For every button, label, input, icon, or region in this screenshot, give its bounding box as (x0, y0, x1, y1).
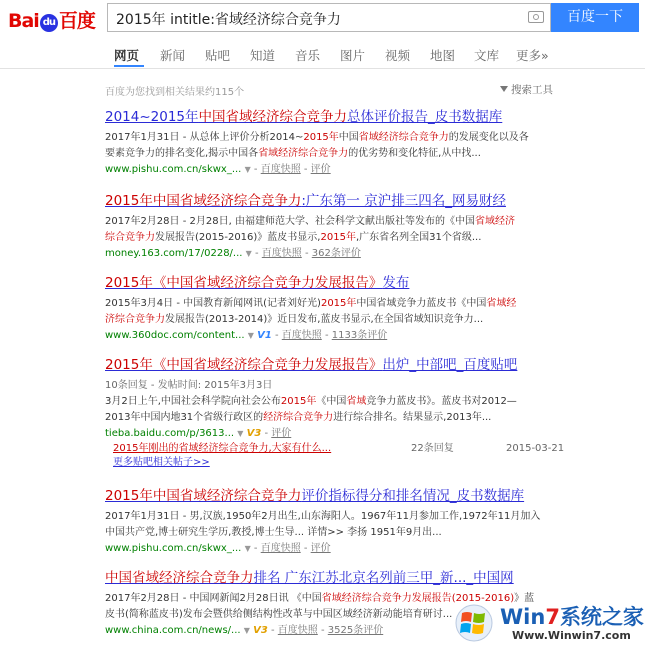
dropdown-arrow-icon[interactable]: ▼ (247, 331, 254, 340)
v1-badge-icon[interactable]: V1 (257, 330, 272, 341)
result-url[interactable]: www.china.com.cn/news/... (105, 625, 241, 636)
result-abstract: 2017年1月31日 - 男,汉族,1950年2月出生,山东海阳人。1967年11月参加工作,1972年11月加入 (105, 511, 541, 522)
search-box[interactable] (107, 3, 551, 32)
v3-badge-icon[interactable]: V3 (246, 428, 262, 439)
result-title[interactable]: 2015年《中国省域经济综合竞争力发展报告》出炉_中部吧_百度贴吧 (105, 357, 518, 373)
result-url-line: www.pishu.com.cn/skwx_... ▼ - 百度快照 - 评价 (105, 164, 331, 175)
active-tab-indicator (114, 65, 144, 67)
tab-images[interactable]: 图片 (340, 48, 366, 63)
logo-rest: 百度 (58, 10, 95, 32)
result-url[interactable]: www.360doc.com/content... (105, 330, 245, 341)
result-url-line: tieba.baidu.com/p/3613... ▼ V3 - 评价 (105, 428, 292, 439)
search-result (105, 108, 565, 178)
site-watermark (452, 597, 645, 651)
result-title[interactable]: 2015年中国省域经济综合竞争力评价指标得分和排名情况_皮书数据库 (105, 488, 525, 504)
tab-video[interactable]: 视频 (385, 48, 411, 63)
nav-tabs (0, 42, 645, 69)
result-meta: 10条回复 - 发帖时间: 2015年3月3日 (105, 380, 273, 391)
search-header (0, 0, 645, 36)
tab-map[interactable]: 地图 (430, 48, 456, 63)
watermark-url: Www.Winwin7.com (512, 629, 631, 642)
sub-post-replies: 22条回复 (411, 443, 454, 454)
result-abstract: 2017年2月28日 - 中国网新闻2月28日讯 《中国省域经济综合竞争力发展报告(2015-2016)》蓝 (105, 593, 535, 604)
dropdown-arrow-icon[interactable]: ▼ (244, 165, 251, 174)
baidu-logo[interactable] (8, 6, 95, 33)
v3-badge-icon[interactable]: V3 (253, 625, 268, 636)
result-url-line: money.163.com/17/0228/... ▼ - 百度快照 - 362条评价 (105, 248, 361, 259)
dropdown-arrow-icon[interactable]: ▼ (244, 544, 251, 553)
windows-logo-icon (452, 603, 496, 643)
sub-post-date: 2015-03-21 (506, 443, 565, 454)
search-result (105, 274, 565, 344)
result-url-line: www.360doc.com/content... ▼ V1 - 百度快照 - 1133条评价 (105, 330, 388, 341)
result-url[interactable]: money.163.com/17/0228/... (105, 248, 243, 259)
result-abstract: 3月2日上午,中国社会科学院向社会公布2015年《中国省域竞争力蓝皮书》。蓝皮书对2012— (105, 396, 517, 407)
result-abstract: 中国共产党,博士研究生学历,教授,博士生导... 详情>> 李扬 1951年9月出... (105, 527, 442, 538)
search-tools-label: 搜索工具 (511, 84, 553, 96)
eval-link[interactable]: 评价 (271, 428, 292, 439)
dropdown-arrow-icon[interactable]: ▼ (237, 429, 244, 438)
comments-link[interactable]: 3525条评价 (327, 625, 384, 636)
tab-wenku[interactable]: 文库 (474, 48, 500, 63)
tab-zhidao[interactable]: 知道 (250, 48, 276, 63)
tab-web[interactable]: 网页 (114, 48, 140, 63)
result-url[interactable]: www.pishu.com.cn/skwx_... (105, 543, 242, 554)
result-abstract: 2015年3月4日 - 中国教育新闻网讯(记者刘好光)2015年中国省域竞争力蓝皮书《中国省域经 (105, 298, 517, 309)
paw-icon: du (40, 14, 58, 32)
result-title[interactable]: 中国省域经济综合竞争力排名 广东江苏北京名列前三甲_新..._中国网 (105, 570, 514, 586)
result-url[interactable]: www.pishu.com.cn/skwx_... (105, 164, 242, 175)
tab-more[interactable]: 更多» (516, 48, 549, 63)
result-abstract: 要素竞争力的排名变化,揭示中国各省域经济综合竞争力的优劣势和变化特征,从中找... (105, 148, 481, 159)
search-button[interactable]: 百度一下 (551, 3, 639, 32)
search-result (105, 192, 565, 262)
result-url-line: www.china.com.cn/news/... ▼ V3 - 百度快照 - 3525条评价 (105, 625, 384, 636)
result-title[interactable]: 2015年《中国省域经济综合竞争力发展报告》发布 (105, 275, 410, 291)
result-title[interactable]: 2014~2015年中国省域经济综合竞争力总体评价报告_皮书数据库 (105, 109, 503, 125)
sub-post-title[interactable]: 2015年刚出的省域经济综合竞争力,大家有什么... (113, 443, 332, 454)
filter-icon (500, 86, 508, 92)
comments-link[interactable]: 1133条评价 (331, 330, 388, 341)
logo-bai: Bai (8, 10, 39, 32)
result-url-line: www.pishu.com.cn/skwx_... ▼ - 百度快照 - 评价 (105, 543, 331, 554)
search-tools[interactable] (500, 82, 553, 97)
dropdown-arrow-icon[interactable]: ▼ (245, 249, 252, 258)
result-abstract: 2017年1月31日 - 从总体上评价分析2014~2015年中国省域经济综合竞争力的发展变化以及各 (105, 132, 529, 143)
result-url[interactable]: tieba.baidu.com/p/3613... (105, 428, 235, 439)
search-result (105, 487, 565, 557)
search-result (105, 356, 565, 470)
more-tieba-link[interactable]: 更多贴吧相关帖子>> (113, 457, 210, 468)
comments-link[interactable]: 362条评价 (311, 248, 361, 259)
snapshot-link[interactable]: 百度快照 (260, 543, 301, 554)
snapshot-link[interactable]: 百度快照 (260, 164, 301, 175)
result-count: 百度为您找到相关结果约115个 (105, 87, 245, 98)
tab-tieba[interactable]: 贴吧 (205, 48, 231, 63)
result-abstract: 2013年中国内地31个省级行政区的经济综合竞争力进行综合排名。结果显示,2013年... (105, 412, 492, 423)
tab-news[interactable]: 新闻 (160, 48, 186, 63)
eval-link[interactable]: 评价 (310, 164, 331, 175)
result-abstract: 2017年2月28日 - 2月28日, 由福建师范大学、社会科学文献出版社等发布的《中国省域经济 (105, 216, 515, 227)
sub-post-row (113, 442, 565, 456)
tab-music[interactable]: 音乐 (295, 48, 321, 63)
watermark-title: Win7系统之家 (500, 605, 644, 629)
camera-icon[interactable] (528, 11, 544, 23)
result-abstract: 综合竞争力发展报告(2015-2016)》蓝皮书显示,2015年,广东省名列全国31个省级... (105, 232, 482, 243)
result-abstract: 济综合竞争力发展报告(2013-2014)》近日发布,蓝皮书显示,在全国省域知识竞争力... (105, 314, 484, 325)
result-title[interactable]: 2015年中国省域经济综合竞争力:广东第一 京沪排三四名_网易财经 (105, 193, 506, 209)
result-abstract: 皮书(简称蓝皮书)发布会暨供给侧结构性改革与中国区域经济新动能培育研讨... (105, 609, 453, 620)
dropdown-arrow-icon[interactable]: ▼ (243, 626, 250, 635)
eval-link[interactable]: 评价 (310, 543, 331, 554)
snapshot-link[interactable]: 百度快照 (277, 625, 318, 636)
snapshot-link[interactable]: 百度快照 (261, 248, 302, 259)
search-input[interactable]: 2015年 intitle:省域经济综合竞争力 (116, 12, 341, 28)
snapshot-link[interactable]: 百度快照 (281, 330, 322, 341)
